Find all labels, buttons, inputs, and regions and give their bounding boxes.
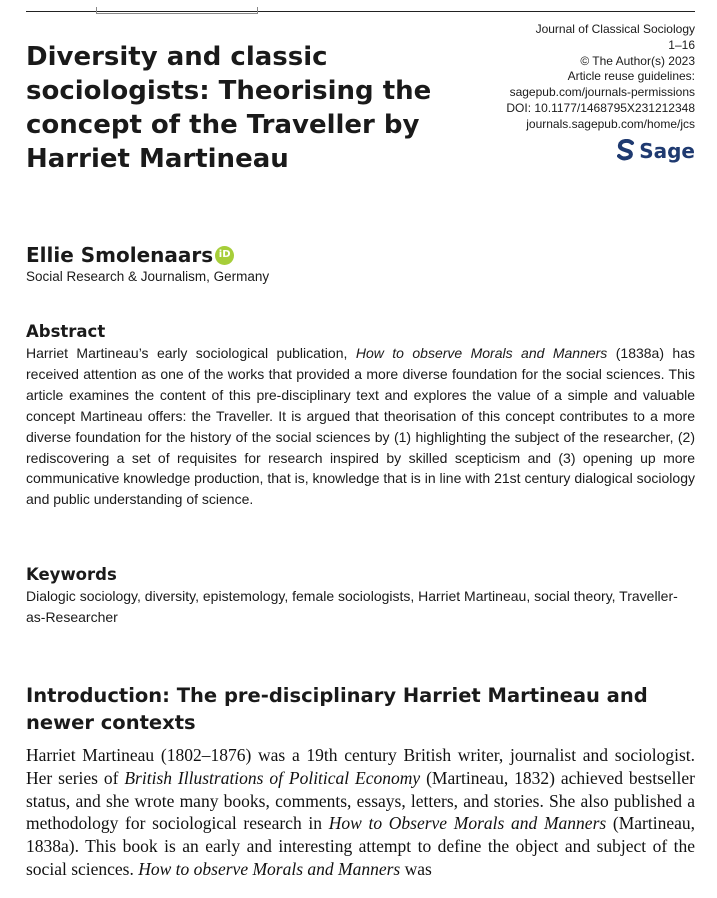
copyright: © The Author(s) 2023 — [580, 53, 695, 68]
intro-italic-title: British Illustrations of Political Economy — [124, 767, 421, 788]
intro-italic-title: How to observe Morals and Manners — [138, 858, 401, 879]
doi-link[interactable]: DOI: 10.1177/1468795X231212348 — [506, 100, 695, 115]
author-affiliation: Social Research & Journalism, Germany — [26, 269, 270, 284]
reuse-link[interactable]: sagepub.com/journals-permissions — [509, 85, 695, 100]
intro-italic-title: How to Observe Morals and Manners — [328, 813, 607, 834]
author-name: Ellie Smolenaars — [26, 243, 214, 267]
sage-logo — [617, 138, 695, 164]
journal-home-link[interactable]: journals.sagepub.com/home/jcs — [526, 116, 695, 131]
introduction-paragraph — [26, 744, 695, 881]
intro-text: Harriet Martineau (1802–1876) was a 19th century British writer, journalist and sociologist. Her series of — [26, 745, 695, 788]
intro-text: was — [400, 858, 432, 879]
article-title: Diversity and classic sociologists: Theorising the concept of the Traveller by Harriet Martineau — [26, 42, 432, 174]
journal-name: Journal of Classical Sociology — [535, 22, 695, 36]
abstract-part: Harriet Martineau’s early sociological publication, — [26, 345, 356, 361]
keywords-heading: Keywords — [26, 565, 117, 584]
abstract-book-title: How to observe Morals and Manners — [355, 345, 608, 361]
author-line — [26, 242, 234, 268]
page-range: 1–16 — [668, 37, 695, 52]
keywords-text: Dialogic sociology, diversity, epistemology, female sociologists, Harriet Martineau, social theory, Traveller-as-Researcher — [26, 588, 678, 625]
intro-text: (Martineau, 1832) achieved bestseller status, and she wrote many books, comments, essays, letters, and stories. She also published a methodology for sociological research in — [26, 767, 695, 834]
header-rule — [26, 11, 695, 12]
abstract-heading: Abstract — [26, 322, 106, 341]
sage-s-icon — [617, 139, 635, 163]
reuse-label: Article reuse guidelines: — [567, 69, 695, 84]
header-rule-mark — [96, 7, 258, 14]
intro-text: (Martineau, 1838a). This book is an early and interesting attempt to define the object and subject of the social sciences. — [26, 813, 695, 879]
introduction-heading: Introduction: The pre-disciplinary Harriet Martineau and newer contexts — [26, 684, 648, 734]
orcid-icon[interactable]: iD — [215, 246, 234, 265]
abstract-part: (1838a) has received attention as one of the works that provided a more diverse foundation for the social sciences. This article examines the content of this pre-disciplinary text and explores the value of a simple and valuable concept Martineau offers: the Traveller. It is argued that theorisation of this concept contributes to a more diverse foundation for the history of the social sciences by (1) highlighting the subject of the researcher, (2) rediscovering a set of requisites for research inspired by skilled scepticism and (3) opening up more communicative knowledge production, that is, knowledge that is in line with 21st century dialogical sociology and public understanding of science. — [26, 345, 695, 508]
sage-wordmark: Sage — [639, 139, 695, 163]
journal-meta — [455, 22, 695, 133]
abstract-text — [26, 343, 695, 510]
